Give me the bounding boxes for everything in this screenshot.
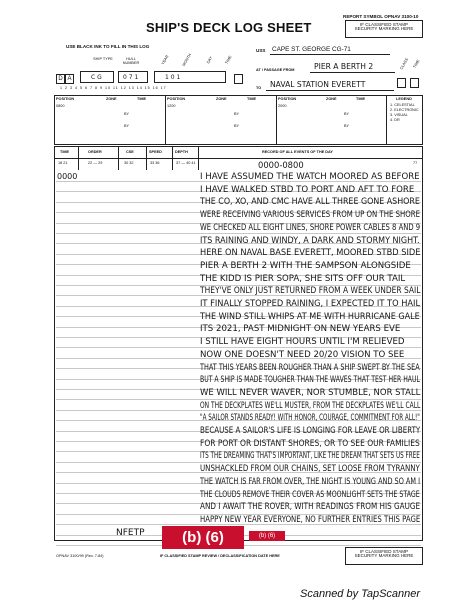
classified-stamp-top-text: IF CLASSIFIED STAMP SECURITY MARKING HERE	[354, 22, 414, 31]
month-label: MONTH	[181, 52, 193, 68]
log-line: ITS THE DREAMING THAT'S IMPORTANT, LIKE THE DREAM THAT SETS US FREE	[200, 451, 420, 462]
col-depth-header: DEPTH	[175, 150, 188, 154]
by-label-2b: BY	[234, 124, 240, 128]
legend-item-1: 1. CELESTIAL	[390, 103, 415, 107]
hull-number-label: HULL NUMBER	[122, 57, 140, 65]
col-num-order: 22 — 29	[88, 161, 103, 165]
column-header-rule	[54, 158, 423, 159]
classified-stamp-bottom-text: IF CLASSIFIED STAMP SECURITY MARKING HERE	[354, 549, 414, 558]
hull-number-value: 0 7 1	[123, 74, 139, 81]
col-speed-header: SPEED	[149, 150, 162, 154]
log-line: WERE RECEIVING VARIOUS SERVICES FROM UP ON THE SHORE	[200, 210, 421, 221]
class-box	[397, 78, 406, 88]
footer-form-number: OPNAV 3100/99 (Rev. 7-84)	[56, 554, 104, 558]
time-value-3: 2000	[278, 104, 287, 108]
redaction-box-large	[162, 526, 244, 549]
log-line: THE KIDD IS PIER SOPA, SHE SITS OFF OUR TAIL	[200, 273, 406, 284]
log-line: ITS RAINING AND WINDY, A DARK AND STORMY NIGHT.	[200, 235, 420, 246]
log-line: I HAVE ASSUMED THE WATCH MOORED AS BEFORE	[200, 172, 420, 182]
uss-value: CAPE ST. GEORGE CG-71	[272, 46, 351, 53]
day-label: DAY	[206, 55, 214, 65]
redaction-label-small: (b) (6)	[258, 533, 276, 539]
by-label-1a: BY	[124, 112, 130, 116]
position-divider-3	[386, 95, 387, 145]
code-letter-2: A	[65, 74, 74, 84]
ship-type-box	[80, 71, 114, 83]
at-line	[310, 72, 395, 73]
page-title: SHIP'S DECK LOG SHEET	[146, 20, 312, 35]
position-label-1: POSITION	[56, 97, 75, 101]
zone-label-2: ZONE	[216, 97, 227, 101]
zone-label-3: ZONE	[326, 97, 337, 101]
ink-instruction: USE BLACK INK TO FILL IN THIS LOG	[66, 44, 150, 49]
log-line: I HAVE WALKED STBD TO PORT AND AFT TO FORE	[200, 184, 415, 195]
log-time-entry: 0000	[57, 172, 78, 181]
log-line: THE WATCH IS FAR FROM OVER, THE NIGHT IS YOUNG AND SO AM I	[200, 476, 421, 487]
classified-stamp-top	[345, 20, 423, 38]
scanner-watermark: Scanned by TapScanner	[300, 588, 421, 600]
position-label-2: POSITION	[167, 97, 186, 101]
log-line: THE CO, XO, AND CMC HAVE ALL THREE GONE ASHORE	[200, 197, 420, 208]
log-line: AND I AWAIT THE ROVER, WITH READINGS FROM HIS GAUGE	[200, 502, 421, 513]
log-line: WE WILL NEVER WAVER, NOR STUMBLE, NOR STALL	[200, 387, 421, 398]
log-line: THEY'VE ONLY JUST RETURNED FROM A WEEK UNDER SAIL	[200, 286, 421, 297]
time-box	[410, 78, 419, 88]
zone-box	[234, 74, 243, 84]
log-line: THAT THIS YEARS BEEN ROUGHER THAN A SHIP SWEPT BY THE SEA	[200, 362, 420, 373]
date-value: 1 0 1	[165, 74, 181, 81]
log-line: "A SAILOR STANDS READY! WITH HONOR, COURAGE, COMMITMENT FOR ALL!"	[200, 413, 420, 424]
by-label-1b: BY	[124, 124, 130, 128]
signature-initials: NFETP	[116, 528, 145, 538]
log-line: FOR PORT OR DISTANT SHORES, OR TO SEE OUR FAMILIES	[200, 438, 420, 449]
redaction-label-large: (b) (6)	[182, 529, 224, 546]
col-cse-header: CSE	[126, 150, 134, 154]
time-value-2: 1200	[167, 104, 176, 108]
col-divider-time	[78, 146, 79, 170]
footer-review-note: IF CLASSIFIED STAMP REVIEW / DECLASSIFICATION DATE HERE	[160, 554, 280, 558]
hull-number-box	[118, 71, 148, 83]
time-value-1: 0800	[56, 104, 65, 108]
log-line: NOW ONE DOESN'T NEED 20/20 VISION TO SEE	[200, 349, 405, 360]
col-num-time: 18 21	[58, 161, 68, 165]
time-label-2: TIME	[247, 97, 257, 101]
by-label-3b: BY	[344, 124, 350, 128]
log-line: PIER A BERTH 2 WITH THE SAMPSON ALONGSIDE	[200, 260, 411, 271]
redaction-box-small	[249, 531, 285, 541]
log-line: BECAUSE A SAILOR'S LIFE IS LONGING FOR LEAVE OR LIBERTY	[200, 426, 421, 436]
column-codes: 1 2 3 4 5 6 7 8 9 10 11 12 13 14 15 16 17	[60, 86, 167, 90]
by-label-3a: BY	[344, 112, 350, 116]
position-divider-2	[276, 95, 277, 145]
log-line: ON THE DECKPLATES WE'LL MUSTER, FROM THE DECKPLATES WE'LL CALL	[200, 400, 421, 411]
log-line: THE CLOUDS REMOVE THEIR COVER AS MOONLIGHT SETS THE STAGE	[200, 489, 420, 500]
to-value: NAVAL STATION EVERETT	[270, 80, 366, 89]
col-order-header: ORDER	[88, 150, 102, 154]
code-letter-1: D	[56, 74, 65, 84]
log-line: I STILL HAVE EIGHT HOURS UNTIL I'M RELIEVED	[200, 337, 405, 348]
at-value: PIER A BERTH 2	[314, 62, 374, 71]
zone-label-1: ZONE	[106, 97, 117, 101]
col-num-depth: 37 — 40 41	[176, 161, 196, 165]
report-symbol: REPORT SYMBOL OPNAV 3100-10	[343, 14, 419, 19]
col-divider-order	[118, 146, 119, 170]
legend-item-4: 4. DR	[390, 118, 400, 122]
log-watch-header: 0000-0800	[258, 160, 304, 170]
col-num-record: 77	[413, 161, 418, 165]
year-label: YEAR	[160, 54, 170, 66]
timezone-label: TIME	[224, 55, 233, 65]
position-label-3: POSITION	[278, 97, 297, 101]
ruled-line	[56, 347, 421, 348]
class-label: CLASS	[399, 57, 410, 71]
log-line: ITS 2021, PAST MIDNIGHT ON NEW YEARS EVE	[200, 324, 401, 335]
log-line: WE CHECKED ALL EIGHT LINES, SHORE POWER CABLES 8 AND 9	[200, 222, 421, 233]
log-line: UNSHACKLED FROM OUR CHAINS, SET LOOSE FROM TYRANNY	[200, 464, 420, 475]
log-line: THE WIND STILL WHIPS AT ME WITH HURRICANE GALE	[200, 311, 420, 322]
log-line: IT FINALLY STOPPED RAINING, I EXPECTED IT TO HAIL	[200, 299, 421, 309]
uss-line	[270, 54, 390, 55]
uss-label: USS	[256, 48, 266, 53]
log-line: HERE ON NAVAL BASE EVERETT, MOORED STBD SIDE	[200, 248, 421, 259]
col-divider-speed	[172, 146, 173, 170]
classified-stamp-bottom	[345, 547, 423, 565]
col-time-header: TIME	[60, 150, 70, 154]
col-divider-depth	[198, 146, 199, 170]
ruled-line	[56, 462, 421, 463]
col-divider-cse	[146, 146, 147, 170]
to-line	[266, 90, 394, 91]
at-label: AT / PASSAGE FROM	[256, 68, 295, 72]
position-divider-1	[165, 95, 166, 145]
time-label-1: TIME	[137, 97, 147, 101]
log-line: BUT A SHIP IS MADE TOUGHER THAN THE WAVES THAT TEST HER HAUL	[200, 375, 420, 386]
col-num-speed: 33 36	[150, 161, 160, 165]
legend-item-2: 2. ELECTRONIC	[390, 108, 419, 112]
by-label-2a: BY	[234, 112, 240, 116]
ruled-line	[56, 233, 421, 234]
legend-title: LEGEND	[396, 97, 412, 101]
to-label: TO	[256, 86, 262, 90]
ship-type-value: C G	[91, 74, 102, 81]
time-label-3: TIME	[356, 97, 366, 101]
legend-item-3: 3. VISUAL	[390, 113, 408, 117]
date-box	[154, 71, 226, 83]
position-table	[54, 95, 423, 145]
time-label-right: TIME	[412, 59, 421, 69]
col-record-header: RECORD OF ALL EVENTS OF THE DAY	[262, 150, 333, 154]
log-line: HAPPY NEW YEAR EVERYONE, NO FURTHER ENTRIES THIS PAGE	[200, 514, 421, 525]
ship-type-label: SHIP TYPE	[93, 57, 113, 61]
col-num-cse: 30 32	[124, 161, 134, 165]
